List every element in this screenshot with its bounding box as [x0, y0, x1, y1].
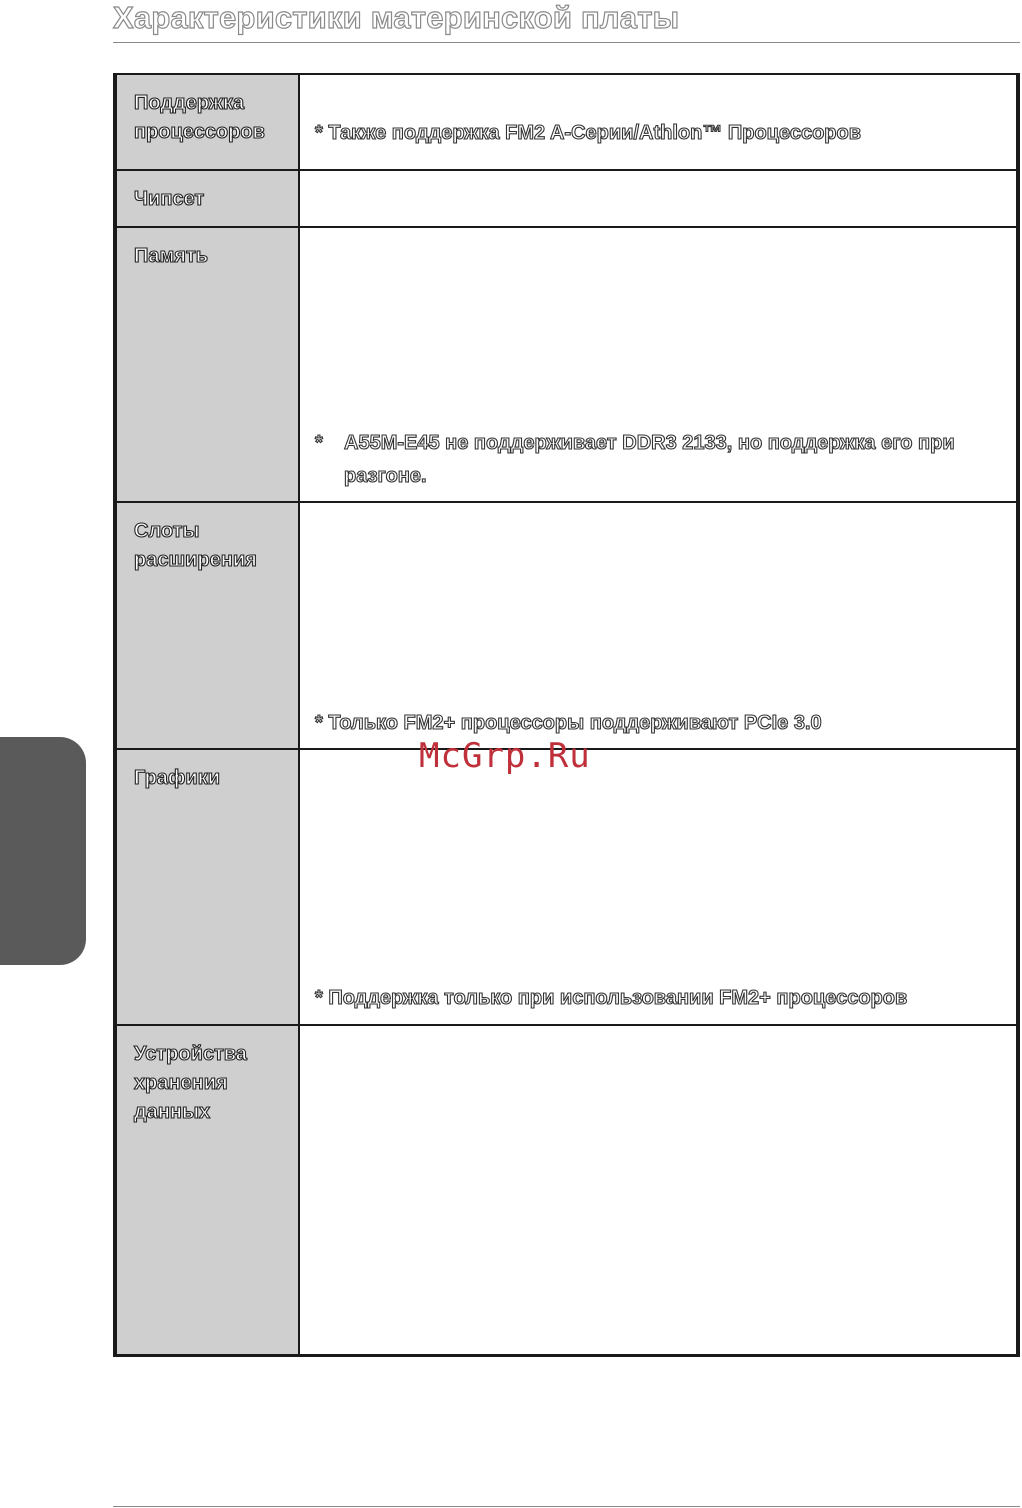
spec-content-cell — [299, 1025, 1018, 1356]
spec-row-graphics — [115, 749, 1018, 1025]
spec-note-cpu: * Также поддержка FM2 A-Серии/Athlon™ Процессоров — [315, 122, 862, 144]
spec-note-graphics: * Поддержка только при использовании FM2+ процессоров — [315, 987, 908, 1009]
spec-label-storage: Устройства хранения данных — [134, 1043, 247, 1123]
spec-label-cell — [115, 170, 299, 227]
spec-note-expansion: * Только FM2+ процессоры поддерживают PCIe 3.0 — [315, 712, 822, 734]
footer-divider — [113, 1506, 1020, 1507]
page-title: Характеристики материнской платы — [113, 0, 680, 35]
spec-label-cpu: Поддержка процессоров — [134, 92, 265, 143]
spec-table — [113, 73, 1020, 1357]
spec-label-cell — [115, 749, 299, 1025]
spec-content-cell — [299, 74, 1018, 170]
spec-content-cell — [299, 170, 1018, 227]
spec-label-cell — [115, 227, 299, 502]
spec-label-chipset: Чипсет — [134, 188, 205, 210]
spec-row-cpu — [115, 74, 1018, 170]
spec-note-memory — [315, 427, 1004, 493]
spec-label-memory: Память — [134, 245, 209, 267]
spec-label-expansion: Слоты расширения — [134, 520, 257, 571]
spec-row-chipset — [115, 170, 1018, 227]
spec-label-cell — [115, 74, 299, 170]
title-divider — [113, 42, 1020, 43]
spec-row-storage — [115, 1025, 1018, 1356]
spec-content-cell — [299, 502, 1018, 749]
spec-row-memory — [115, 227, 1018, 502]
note-body: A55M-E45 не поддерживает DDR3 2133, но поддержка его при разгоне. — [344, 432, 955, 487]
spec-label-graphics: Графики — [134, 767, 221, 789]
spec-content-cell — [299, 749, 1018, 1025]
watermark-logo: McGrp.Ru — [419, 736, 591, 776]
note-asterisk: * — [315, 432, 323, 454]
spec-label-cell — [115, 1025, 299, 1356]
spec-label-cell — [115, 502, 299, 749]
chapter-side-tab — [0, 737, 86, 965]
spec-content-cell — [299, 227, 1018, 502]
spec-row-expansion — [115, 502, 1018, 749]
